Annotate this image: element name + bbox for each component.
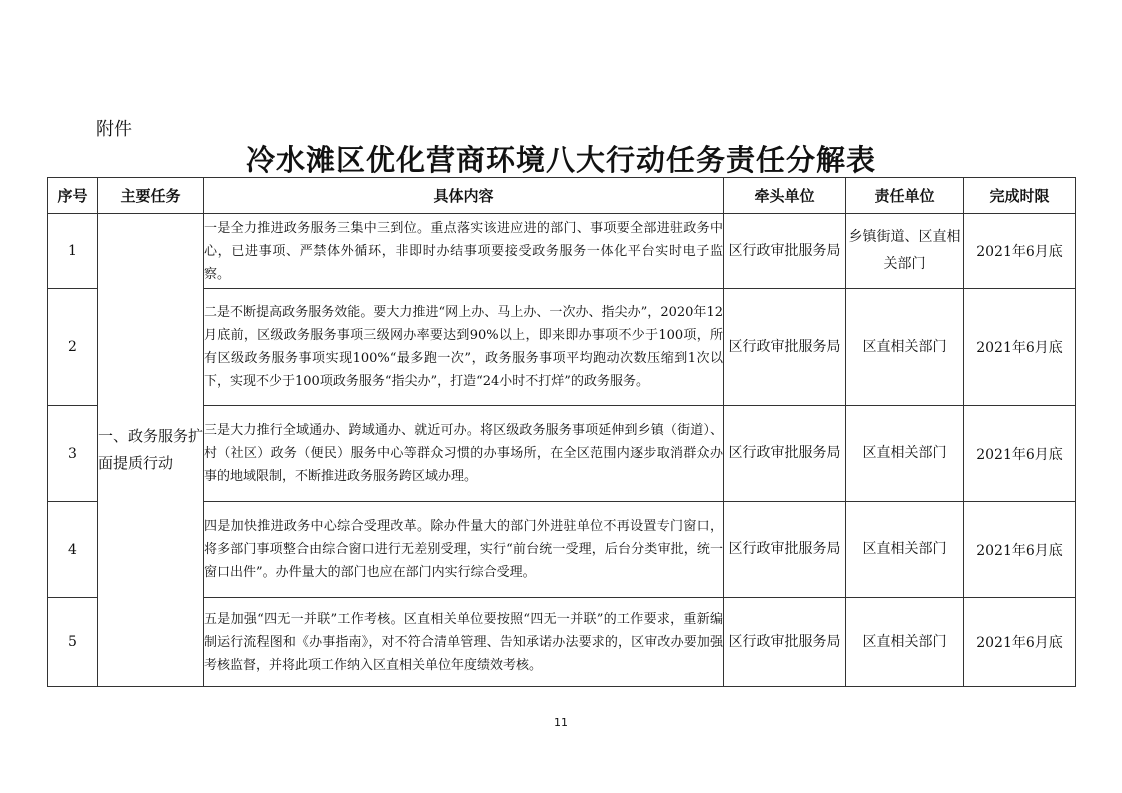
document-title: 冷水滩区优化营商环境八大行动任务责任分解表 (245, 143, 876, 177)
page-number: 11 (554, 716, 568, 729)
deadline-cell: 2021年6月底 (964, 406, 1076, 502)
lead-unit-cell: 区行政审批服务局 (724, 214, 846, 289)
content-cell: 三是大力推行全域通办、跨域通办、就近可办。将区级政务服务事项延伸到乡镇（街道）、村（社区）政务（便民）服务中心等群众习惯的办事场所，在全区范围内逐步取消群众办事的地域限制，不断推进政务服务跨区域办理。 (204, 406, 724, 502)
deadline-cell: 2021年6月底 (964, 214, 1076, 289)
attachment-label: 附件 (96, 119, 132, 140)
responsible-unit-cell: 区直相关部门 (846, 289, 964, 406)
responsible-unit-cell: 区直相关部门 (846, 502, 964, 598)
row-number: 4 (48, 502, 98, 598)
lead-unit-cell: 区行政审批服务局 (724, 598, 846, 687)
table-row (48, 214, 1076, 289)
column-header-lead-unit: 牵头单位 (724, 178, 846, 214)
deadline-cell: 2021年6月底 (964, 598, 1076, 687)
row-number: 2 (48, 289, 98, 406)
deadline-cell: 2021年6月底 (964, 289, 1076, 406)
column-header-number: 序号 (48, 178, 98, 214)
lead-unit-cell: 区行政审批服务局 (724, 289, 846, 406)
responsible-unit-cell: 区直相关部门 (846, 598, 964, 687)
column-header-content: 具体内容 (204, 178, 724, 214)
content-cell: 一是全力推进政务服务三集中三到位。重点落实该进应进的部门、事项要全部进驻政务中心，已进事项、严禁体外循环，非即时办结事项要接受政务服务一体化平台实时电子监察。 (204, 214, 724, 289)
main-task-cell: 一、政务服务扩面提质行动 (98, 214, 204, 687)
table-header-row (48, 178, 1076, 214)
row-number: 1 (48, 214, 98, 289)
task-table (47, 177, 1076, 687)
content-cell: 五是加强“四无一并联”工作考核。区直相关单位要按照“四无一并联”的工作要求，重新编制运行流程图和《办事指南》，对不符合清单管理、告知承诺办法要求的，区审改办要加强考核监督，并将此项工作纳入区直相关单位年度绩效考核。 (204, 598, 724, 687)
column-header-main-task: 主要任务 (98, 178, 204, 214)
column-header-responsible-unit: 责任单位 (846, 178, 964, 214)
lead-unit-cell: 区行政审批服务局 (724, 502, 846, 598)
deadline-cell: 2021年6月底 (964, 502, 1076, 598)
lead-unit-cell: 区行政审批服务局 (724, 406, 846, 502)
row-number: 5 (48, 598, 98, 687)
responsible-unit-cell: 区直相关部门 (846, 406, 964, 502)
content-cell: 四是加快推进政务中心综合受理改革。除办件量大的部门外进驻单位不再设置专门窗口，将多部门事项整合由综合窗口进行无差别受理，实行“前台统一受理，后台分类审批，统一窗口出件”。办件量大的部门也应在部门内实行综合受理。 (204, 502, 724, 598)
column-header-deadline: 完成时限 (964, 178, 1076, 214)
row-number: 3 (48, 406, 98, 502)
content-cell: 二是不断提高政务服务效能。要大力推进“网上办、马上办、一次办、指尖办”，2020年12月底前，区级政务服务事项三级网办率要达到90%以上，即来即办事项不少于100项，所有区级政务服务事项实现100%“最多跑一次”，政务服务事项平均跑动次数压缩到1次以下，实现不少于100项政务服务“指尖办”，打造“24小时不打烊”的政务服务。 (204, 289, 724, 406)
responsible-unit-cell: 乡镇街道、区直相关部门 (846, 214, 964, 289)
